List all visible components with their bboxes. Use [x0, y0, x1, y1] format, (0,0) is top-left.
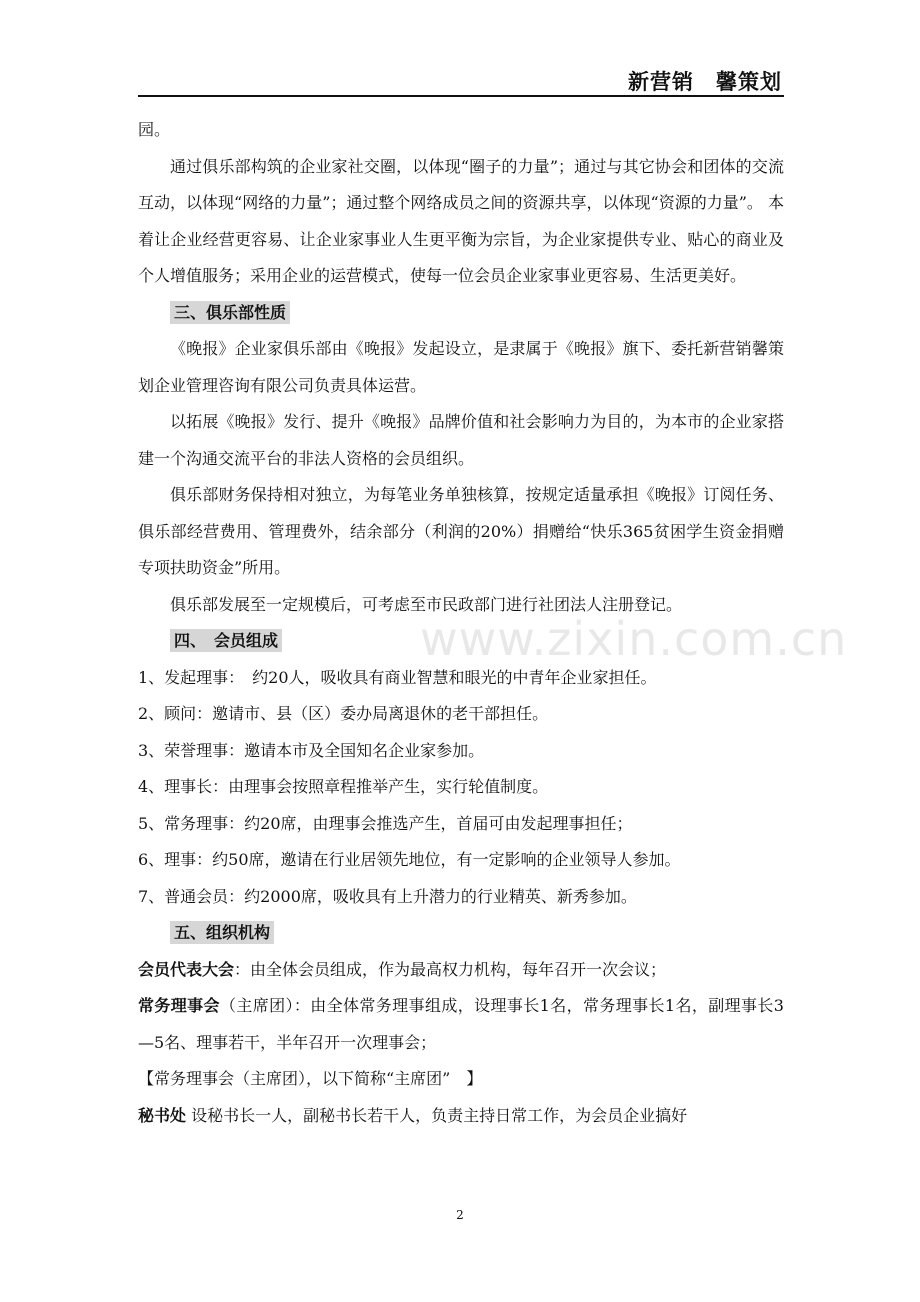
list-item: 5、常务理事：约20席，由理事会推选产生，首届可由发起理事担任； — [138, 813, 633, 833]
congress-paragraph — [138, 952, 784, 989]
section-heading-membership — [170, 623, 784, 660]
congress-text: ：由全体会员组成，作为最高权力机构，每年召开一次会议； — [234, 959, 667, 979]
paragraph: 《晚报》企业家俱乐部由《晚报》发起设立，是隶属于《晚报》旗下、委托新营销馨策划企业管理咨询有限公司负责具体运营。 — [138, 339, 784, 395]
header-title: 新营销 馨策划 — [628, 70, 782, 94]
standing-council-text: （主席团）：由全体常务理事组成，设理事长1名，常务理事长1名，副理事长3—5名、理事若干，半年召开一次理事会； — [138, 996, 784, 1052]
standing-council-label: 常务理事会 — [138, 996, 220, 1015]
list-item: 4、理事长：由理事会按照章程推举产生，实行轮值制度。 — [138, 777, 549, 796]
intro-paragraph: 通过俱乐部构筑的企业家社交圈，以体现“圈子的力量”；通过与其它协会和团体的交流互动，以体现“网络的力量”；通过整个网络成员之间的资源共享，以体现“资源的力量”。 本着让企业经营更容易、让企业家事业人生更平衡为宗旨，为企业家提供专业、贴心的商业及个人增值服务；采用企业的运营模式，使每一位会员企业家事业更容易、生活更美好。 — [138, 156, 784, 285]
section-heading-text: 三、俱乐部性质 — [170, 301, 290, 324]
paragraph: 俱乐部财务保持相对独立，为每笔业务单独核算，按规定适量承担《晚报》订阅任务、俱乐部经营费用、管理费外，结余部分（利润的20%）捐赠给“快乐365贫困学生资金捐赠专项扶助资金”所用。 — [138, 485, 784, 577]
section-heading-text: 四、 会员组成 — [170, 629, 282, 652]
secretariat-paragraph — [138, 1098, 784, 1135]
congress-label: 会员代表大会 — [138, 959, 235, 979]
paragraph: 以拓展《晚报》发行、提升《晚报》品牌价值和社会影响力为目的，为本市的企业家搭建一个沟通交流平台的非法人资格的会员组织。 — [138, 412, 784, 468]
list-item: 6、理事：约50席，邀请在行业居领先地位，有一定影响的企业领导人参加。 — [138, 850, 681, 869]
list-item: 1、发起理事： 约20人，吸收具有商业智慧和眼光的中青年企业家担任。 — [138, 667, 657, 687]
continuation-text: 园。 — [138, 120, 171, 139]
page-number: 2 — [456, 1208, 464, 1222]
list-item: 2、顾问：邀请市、县（区）委办局离退休的老干部担任。 — [138, 704, 549, 723]
section-heading-nature — [170, 295, 784, 332]
list-item: 3、荣誉理事：邀请本市及全国知名企业家参加。 — [138, 740, 485, 760]
standing-council-paragraph — [138, 988, 784, 1061]
section-heading-text: 五、组织机构 — [170, 921, 274, 944]
secretariat-label: 秘书处 — [138, 1105, 187, 1125]
presidium-note: 【常务理事会（主席团），以下简称“主席团” 】 — [138, 1069, 483, 1088]
document-body — [138, 112, 784, 1134]
secretariat-text: 设秘书长一人，副秘书长若干人，负责主持日常工作，为会员企业搞好 — [186, 1105, 688, 1125]
header-rule — [138, 95, 784, 97]
section-heading-organization — [170, 915, 784, 952]
paragraph: 俱乐部发展至一定规模后，可考虑至市民政部门进行社团法人注册登记。 — [170, 594, 683, 614]
watermark: www.zixin.com.cn — [420, 612, 848, 666]
list-item: 7、普通会员：约2000席，吸收具有上升潜力的行业精英、新秀参加。 — [138, 886, 637, 906]
